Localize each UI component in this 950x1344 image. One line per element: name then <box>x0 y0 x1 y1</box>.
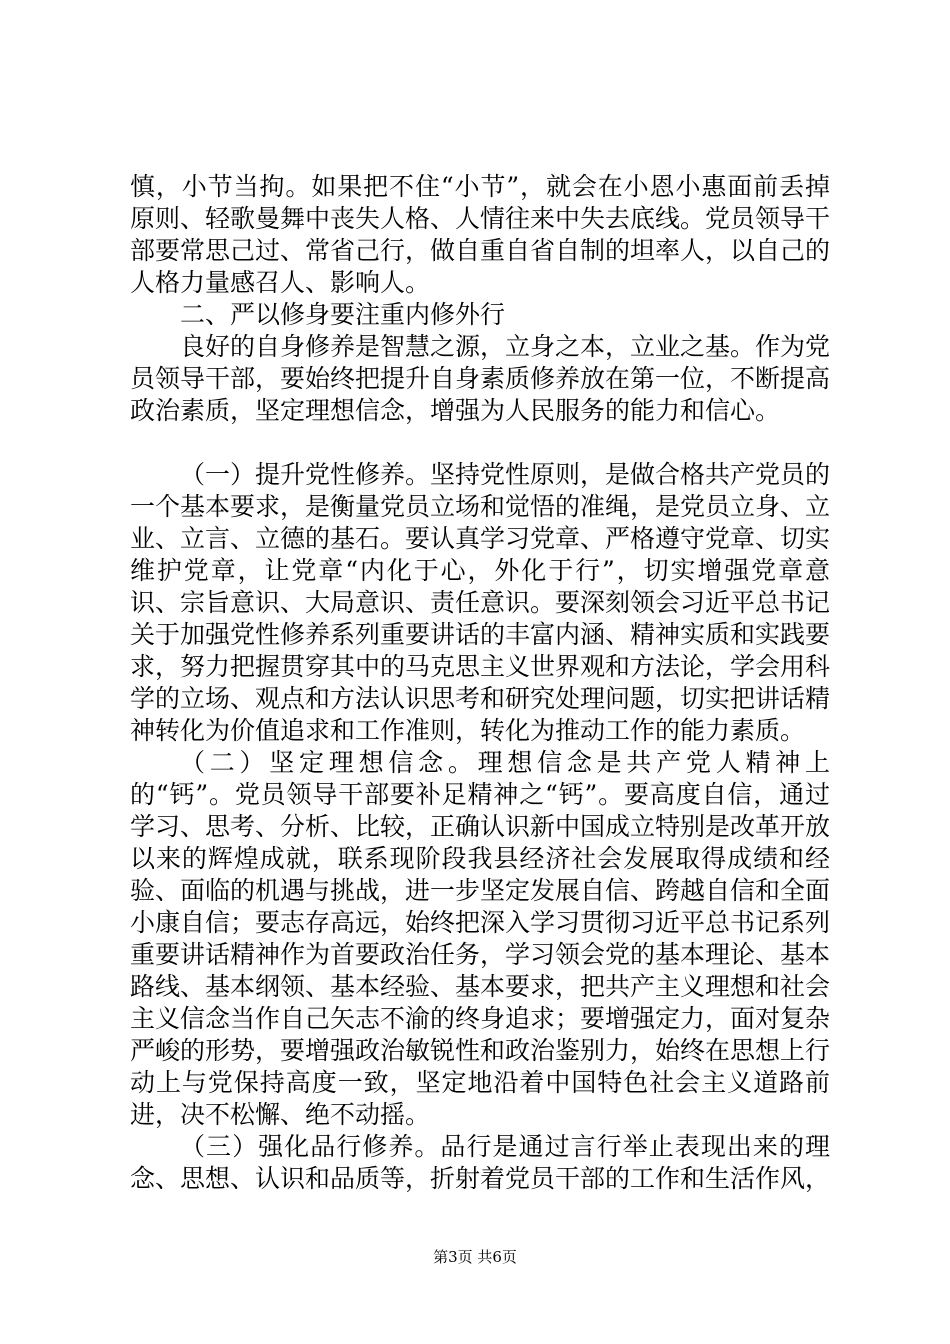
paragraph-spacer <box>130 427 830 459</box>
paragraph: （一）提升党性修养。坚持党性原则，是做合格共产党员的一个基本要求，是衡量党员立场和觉悟的准绳，是党员立身、立业、立言、立德的基石。要认真学习党章、严格遵守党章、切实维护党章，让党章“内化于心，外化于行”，切实增强党章意识、宗旨意识、大局意识、责任意识。要深刻领会习近平总书记关于加强党性修养系列重要讲话的丰富内涵、精神实质和实践要求，努力把握贯穿其中的马克思主义世界观和方法论，学会用科学的立场、观点和方法认识思考和研究处理问题，切实把讲话精神转化为价值追求和工作准则，转化为推动工作的能力素质。 <box>130 460 831 745</box>
paragraph: （二）坚定理想信念。理想信念是共产党人精神上的“钙”。党员领导干部要补足精神之“钙”。要高度自信，通过学习、思考、分析、比较，正确认识新中国成立特别是改革开放以来的辉煌成就，联系现阶段我县经济社会发展取得成绩和经验、面临的机遇与挑战，进一步坚定发展自信、跨越自信和全面小康自信；要志存高远，始终把深入学习贯彻习近平总书记系列重要讲话精神作为首要政治任务，学习领会党的基本理论、基本路线、基本纲领、基本经验、基本要求，把共产主义理想和社会主义信念当作自己矢志不渝的终身追求；要增强定力，面对复杂严峻的形势，要增强政治敏锐性和政治鉴别力，始终在思想上行动上与党保持高度一致，坚定地沿着中国特色社会主义道路前进，决不松懈、绝不动摇。 <box>130 748 831 1129</box>
paragraph-continuation: 慎，小节当拘。如果把不住“小节”，就会在小恩小惠面前丢掉原则、轻歌曼舞中丧失人格、人情往来中失去底线。党员领导干部要常思己过、常省己行，做自重自省自制的坦率人，以自己的人格力量感召人、影响人。 <box>130 172 831 297</box>
section-heading: 二、严以修身要注重内修外行 <box>180 300 506 329</box>
page-number-footer: 第3页 共6页 <box>433 1248 517 1266</box>
document-body <box>130 171 830 1195</box>
paragraph: 良好的自身修养是智慧之源，立身之本，立业之基。作为党员领导干部，要始终把提升自身素质修养放在第一位，不断提高政治素质，坚定理想信念，增强为人民服务的能力和信心。 <box>130 332 831 425</box>
paragraph: （三）强化品行修养。品行是通过言行举止表现出来的理念、思想、认识和品质等，折射着党员干部的工作和生活作风， <box>130 1132 831 1193</box>
